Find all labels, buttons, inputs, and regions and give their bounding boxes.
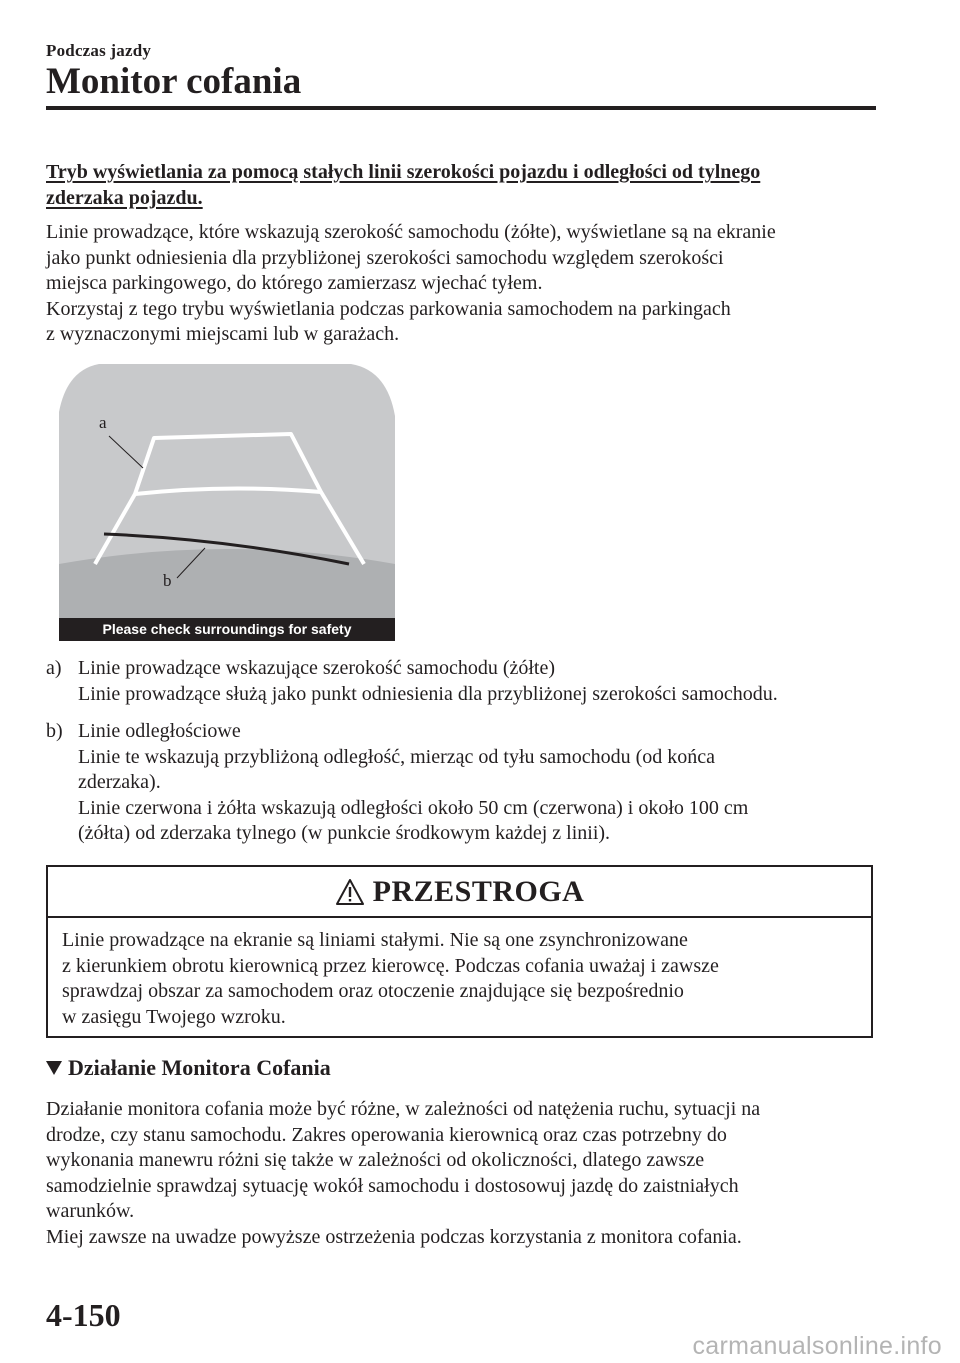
caution-header [48, 867, 871, 918]
section-line: warunków. [46, 1200, 135, 1222]
intro-line: Korzystaj z tego trybu wyświetlania podczas parkowania samochodem na parkingach [46, 297, 731, 320]
caution-line: sprawdzaj obszar za samochodem oraz otoczenie znajdujące się bezpośrednio [62, 980, 684, 1002]
section-line: Miej zawsze na uwadze powyższe ostrzeżenia podczas korzystania z monitora cofania. [46, 1225, 742, 1248]
mode-subheading [46, 159, 876, 211]
section-line: Działanie monitora cofania może być różne, w zależności od natężenia ruchu, sytuacji na [46, 1098, 761, 1120]
section-line: wykonania manewru różni się także w zależności od okoliczności, dlatego zawsze [46, 1149, 705, 1171]
caution-text [48, 918, 871, 1030]
intro-line: Linie prowadzące, które wskazują szerokość samochodu (żółte), wyświetlane są na ekranie [46, 221, 776, 243]
caution-line: z kierunkiem obrotu kierownicą przez kierowcę. Podczas cofania uważaj i zawsze [62, 954, 719, 977]
intro-line: miejsca parkingowego, do którego zamierzasz wjechać tyłem. [46, 272, 543, 294]
caution-title: PRZESTROGA [372, 874, 585, 908]
intro-line: jako punkt odniesienia dla przybliżonej szerokości samochodu względem szerokości [46, 246, 724, 269]
figure-label-a: a [99, 413, 107, 432]
safety-banner-text: Please check surroundings for safety [102, 621, 352, 637]
intro-paragraph [46, 220, 886, 348]
camera-screen-illustration [59, 364, 395, 641]
caution-box [46, 865, 873, 1038]
legend-line: Linie prowadzące służą jako punkt odniesienia dla przybliżonej szerokości samochodu. [78, 682, 778, 705]
legend-line: Linie te wskazują przybliżoną odległość, mierząc od tyłu samochodu (od końca [78, 745, 716, 768]
page-title: Monitor cofania [46, 61, 302, 102]
header-section-label: Podczas jazdy [46, 41, 152, 60]
caution-line: Linie prowadzące na ekranie są liniami stałymi. Nie są one zsynchronizowane [62, 929, 688, 951]
figure-label-b: b [163, 571, 172, 590]
section-heading [46, 1055, 331, 1081]
page-number: 4-150 [46, 1297, 121, 1333]
section-heading-text: Działanie Monitora Cofania [68, 1055, 331, 1080]
caution-line: w zasięgu Twojego wzroku. [62, 1005, 286, 1028]
legend-line: Linie odległościowe [78, 720, 241, 742]
section-marker-icon [46, 1061, 62, 1075]
warning-triangle-icon [335, 878, 365, 906]
section-paragraph [46, 1097, 886, 1250]
legend-marker: b) [46, 720, 63, 742]
section-line: samodzielnie sprawdzaj sytuację wokół samochodu i dostosowuj jazdę do zaistniałych [46, 1174, 739, 1197]
subheading-line: zderzaka pojazdu. [46, 187, 203, 209]
legend-line: Linie prowadzące wskazujące szerokość samochodu (żółte) [78, 657, 556, 679]
legend-marker: a) [46, 657, 62, 679]
legend-line: zderzaka). [78, 771, 161, 793]
legend-line: Linie czerwona i żółta wskazują odległości około 50 cm (czerwona) i około 100 cm [78, 796, 749, 819]
watermark: carmanualsonline.info [692, 1332, 942, 1360]
intro-line: z wyznaczonymi miejscami lub w garażach. [46, 323, 400, 345]
subheading-line: Tryb wyświetlania za pomocą stałych linii szerokości pojazdu i odległości od tylnego [46, 161, 761, 183]
header-divider [46, 106, 876, 110]
section-line: drodze, czy stanu samochodu. Zakres operowania kierownicą oraz czas potrzebny do [46, 1123, 727, 1146]
legend-line: (żółta) od zderzaka tylnego (w punkcie środkowym każdej z linii). [78, 822, 611, 844]
rear-camera-figure [59, 364, 395, 641]
